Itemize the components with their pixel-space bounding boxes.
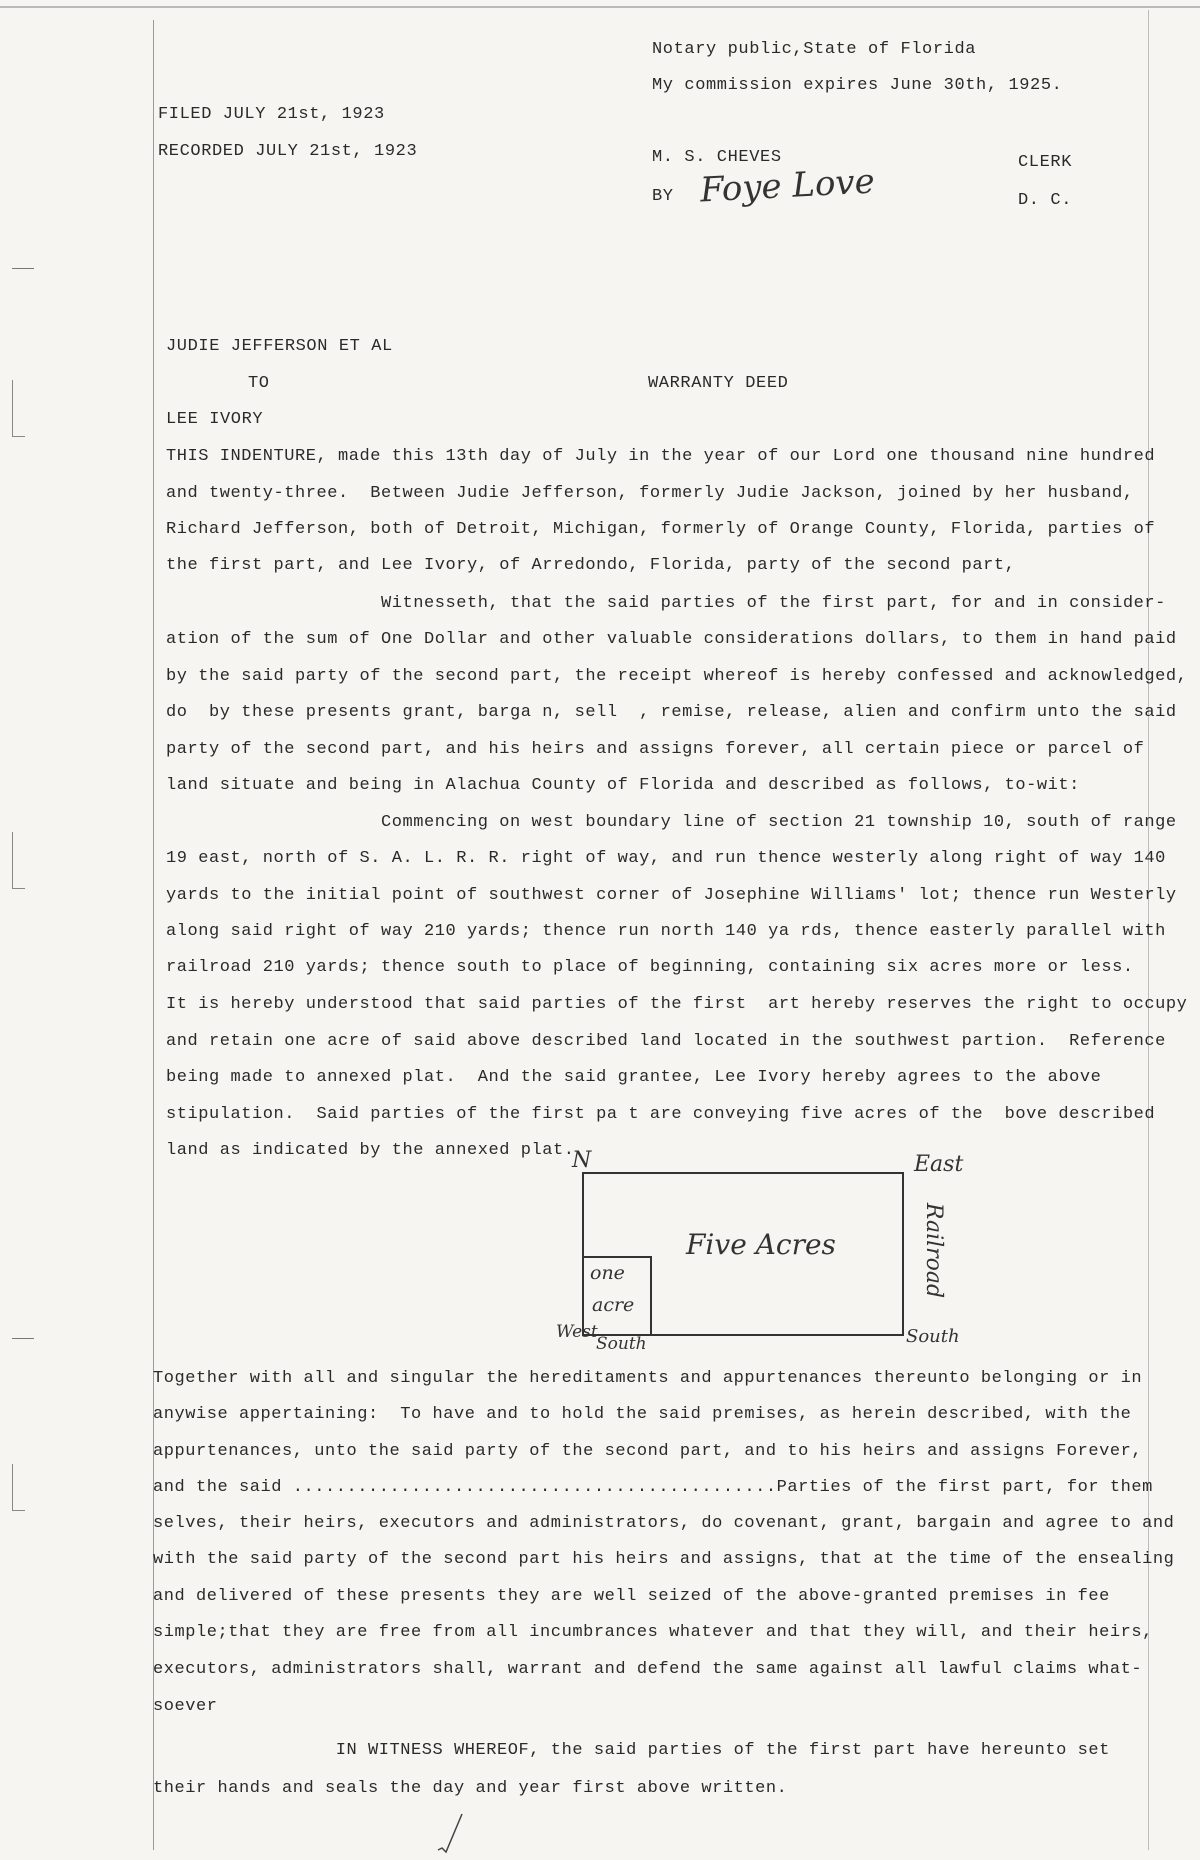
binding-bracket: [12, 380, 25, 437]
pen-mark: [432, 1810, 472, 1856]
plat-acre-label: acre: [592, 1294, 635, 1316]
closing-line: simple;that they are free from all incumbrances whatever and that they will, and their heirs,: [153, 1623, 1153, 1642]
grantee-name: LEE IVORY: [166, 410, 264, 429]
body-line: land situate and being in Alachua County of Florida and described as follows, to-wit:: [166, 776, 1080, 795]
deputy-clerk-label: D. C.: [1018, 191, 1073, 210]
deputy-signature: Foye Love: [699, 161, 876, 211]
notary-line-2: My commission expires June 30th, 1925.: [652, 76, 1063, 95]
body-line: Witnesseth, that the said parties of the first part, for and in consider-: [166, 594, 1166, 613]
body-line: 19 east, north of S. A. L. R. R. right of way, and run thence westerly along right of way 140: [166, 849, 1166, 868]
filed-date: FILED JULY 21st, 1923: [158, 105, 385, 124]
by-label: BY: [652, 187, 674, 206]
closing-line: and the said .............................................Parties of the first part, for them: [153, 1478, 1153, 1497]
body-line: being made to annexed plat. And the said grantee, Lee Ivory hereby agrees to the above: [166, 1068, 1102, 1087]
body-line: ation of the sum of One Dollar and other valuable considerations dollars, to them in hand paid: [166, 630, 1177, 649]
deed-title: WARRANTY DEED: [648, 374, 789, 393]
body-line: railroad 210 yards; thence south to place of beginning, containing six acres more or less.: [166, 958, 1134, 977]
closing-line: executors, administrators shall, warrant and defend the same against all lawful claims what-: [153, 1660, 1143, 1679]
notary-line-1: Notary public,State of Florida: [652, 40, 977, 59]
plat-west-label: West: [556, 1322, 598, 1342]
recorded-date: RECORDED JULY 21st, 1923: [158, 142, 418, 161]
closing-line: appurtenances, unto the said party of the second part, and to his heirs and assigns Forever,: [153, 1442, 1143, 1461]
closing-line: soever: [153, 1697, 218, 1716]
body-line: party of the second part, and his heirs and assigns forever, all certain piece or parcel of: [166, 740, 1145, 759]
body-line: the first part, and Lee Ivory, of Arredondo, Florida, party of the second part,: [166, 556, 1016, 575]
left-margin-rule: [153, 20, 154, 1850]
binding-bracket: [12, 1464, 25, 1511]
clerk-name: M. S. CHEVES: [652, 148, 782, 167]
body-line: land as indicated by the annexed plat.: [166, 1141, 575, 1160]
binding-mark: [12, 268, 34, 269]
closing-line: IN WITNESS WHEREOF, the said parties of the first part have hereunto set: [153, 1741, 1110, 1760]
plat-railroad-label: Railroad: [921, 1202, 947, 1299]
grantor-name: JUDIE JEFFERSON ET AL: [166, 337, 393, 356]
to-label: TO: [248, 374, 270, 393]
body-line: THIS INDENTURE, made this 13th day of July in the year of our Lord one thousand nine hundred: [166, 447, 1156, 466]
plat-one-label: one: [590, 1262, 625, 1284]
closing-line: with the said party of the second part his heirs and assigns, that at the time of the ensealing: [153, 1550, 1175, 1569]
binding-mark: [12, 1338, 34, 1339]
plat-east-label: East: [914, 1152, 964, 1177]
clerk-title: CLERK: [1018, 153, 1073, 172]
closing-line: and delivered of these presents they are well seized of the above-granted premises in fee: [153, 1587, 1110, 1606]
plat-south-left-label: South: [596, 1334, 647, 1354]
body-line: yards to the initial point of southwest corner of Josephine Williams' lot; thence run Westerly: [166, 886, 1177, 905]
closing-line: selves, their heirs, executors and administrators, do covenant, grant, bargain and agree to and: [153, 1514, 1175, 1533]
plat-five-acres-label: Five Acres: [686, 1228, 836, 1261]
plat-south-right-label: South: [906, 1326, 960, 1347]
binding-bracket: [12, 832, 25, 889]
top-border: [0, 6, 1200, 8]
body-line: along said right of way 210 yards; thence run north 140 ya rds, thence easterly parallel with: [166, 922, 1166, 941]
closing-line: anywise appertaining: To have and to hold the said premises, as herein described, with the: [153, 1405, 1132, 1424]
body-line: Richard Jefferson, both of Detroit, Michigan, formerly of Orange County, Florida, parties of: [166, 520, 1156, 539]
body-line: and retain one acre of said above described land located in the southwest partion. Reference: [166, 1032, 1166, 1051]
body-line: stipulation. Said parties of the first pa t are conveying five acres of the bove described: [166, 1105, 1156, 1124]
body-line: and twenty-three. Between Judie Jefferson, formerly Judie Jackson, joined by her husband,: [166, 484, 1134, 503]
body-line: Commencing on west boundary line of section 21 township 10, south of range: [166, 813, 1177, 832]
body-line: do by these presents grant, barga n, sell , remise, release, alien and confirm unto the said: [166, 703, 1177, 722]
closing-line: their hands and seals the day and year first above written.: [153, 1779, 788, 1798]
body-line: by the said party of the second part, the receipt whereof is hereby confessed and acknowledged,: [166, 667, 1188, 686]
closing-line: Together with all and singular the hereditaments and appurtenances thereunto belonging or in: [153, 1369, 1143, 1388]
plat-north-label: N: [572, 1148, 592, 1173]
body-line: It is hereby understood that said parties of the first art hereby reserves the right to occupy: [166, 995, 1188, 1014]
